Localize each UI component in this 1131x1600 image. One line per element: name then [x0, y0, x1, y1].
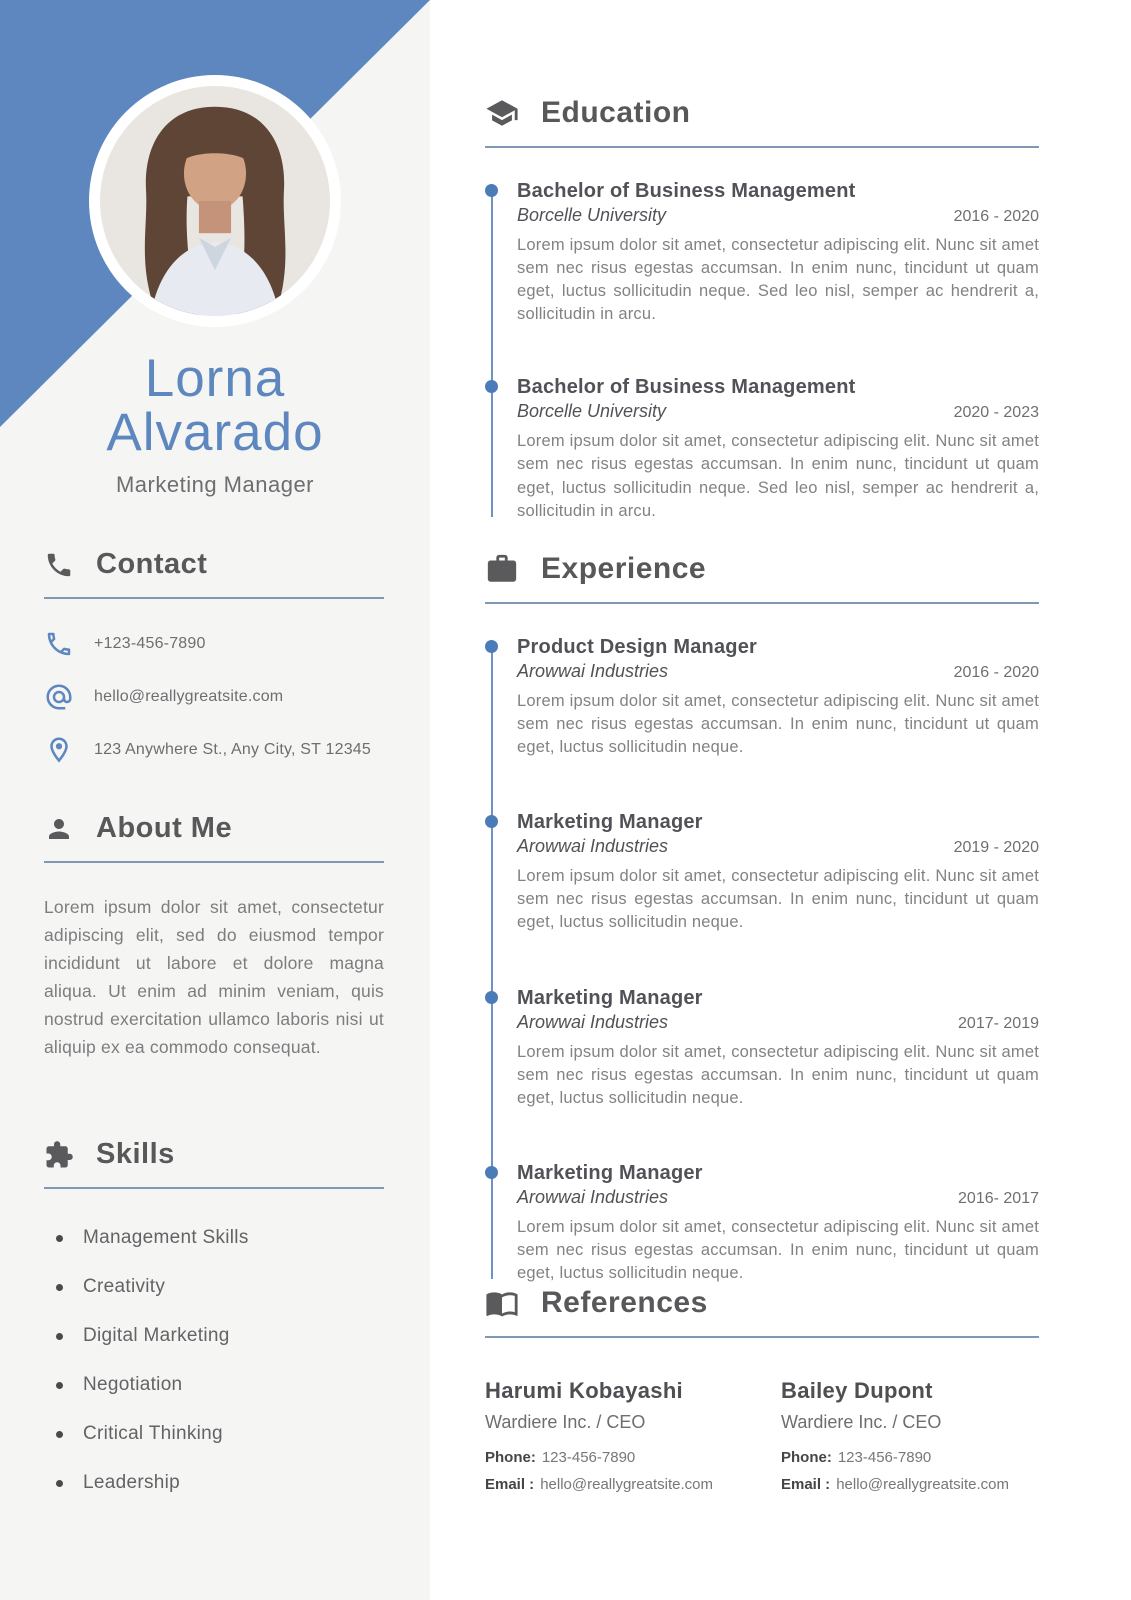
skill-label: Management Skills	[83, 1227, 249, 1248]
sidebar	[0, 0, 430, 1600]
reference-email-row	[781, 1476, 1039, 1493]
reference-card	[781, 1378, 1039, 1493]
profile-photo	[100, 86, 330, 316]
contact-divider	[44, 597, 384, 599]
education-description: Lorem ipsum dolor sit amet, consectetur adipiscing elit. Nunc sit amet sem nec risus egestas accumsan. In enim nunc, tincidunt ut quam eget, luctus sollicitudin neque. Sed leo nisl, semper ac hendrerit a, sollicitudin in arcu.	[517, 236, 1039, 324]
puzzle-icon	[44, 1140, 74, 1170]
date-range: 2016 - 2020	[953, 664, 1039, 681]
about-text: Lorem ipsum dolor sit amet, consectetur adipiscing elit, sed do eiusmod tempor incididunt ut labore et dolore magna aliqua. Ut enim ad minim veniam, quis nostrud exercitation ullamco laboris nisi ut aliquip ex ea commodo consequat.	[44, 897, 384, 1057]
date-range: 2019 - 2020	[953, 839, 1039, 857]
contact-email: hello@reallygreatsite.com	[94, 688, 284, 705]
education-entry	[517, 180, 1039, 326]
about-heading: About Me	[96, 812, 233, 844]
references-grid	[485, 1378, 1039, 1493]
experience-heading: Experience	[541, 552, 707, 585]
timeline-dot	[485, 184, 498, 197]
experience-divider	[485, 602, 1039, 604]
skills-divider	[44, 1187, 384, 1189]
bullet-dot	[56, 1333, 63, 1340]
references-section	[485, 1286, 1039, 1493]
contact-heading: Contact	[96, 548, 208, 580]
skill-item	[44, 1472, 384, 1494]
contact-address: 123 Anywhere St., Any City, ST 12345	[94, 741, 371, 758]
experience-entry	[517, 987, 1039, 1110]
school-name: Borcelle University	[517, 205, 667, 225]
skills-heading: Skills	[96, 1138, 175, 1170]
date-range: 2017- 2019	[958, 1014, 1039, 1032]
experience-description: Lorem ipsum dolor sit amet, consectetur adipiscing elit. Nunc sit amet sem nec risus egestas accumsan. In enim nunc, tincidunt ut quam eget, luctus sollicitudin neque.	[517, 1042, 1039, 1107]
job-title: Marketing Manager	[115, 472, 315, 498]
education-heading: Education	[541, 96, 691, 129]
reference-phone-row	[485, 1449, 773, 1466]
bullet-dot	[56, 1480, 63, 1487]
portrait-illustration	[100, 86, 330, 316]
skills-section	[44, 1138, 384, 1494]
reference-role: Wardiere Inc. / CEO	[485, 1412, 646, 1432]
reference-email-row	[485, 1476, 773, 1493]
company-name: Arowwai Industries	[517, 661, 669, 681]
bullet-dot	[56, 1235, 63, 1242]
references-divider	[485, 1336, 1039, 1338]
date-range: 2020 - 2023	[953, 404, 1039, 422]
reference-phone: 123-456-7890	[541, 1449, 636, 1466]
position-title: Marketing Manager	[517, 1161, 703, 1184]
experience-entry	[517, 1162, 1039, 1285]
reference-phone-row	[781, 1449, 1039, 1466]
degree-title: Bachelor of Business Management	[517, 376, 856, 399]
experience-description: Lorem ipsum dolor sit amet, consectetur adipiscing elit. Nunc sit amet sem nec risus egestas accumsan. In enim nunc, tincidunt ut quam eget, luctus sollicitudin neque.	[517, 867, 1039, 932]
reference-name: Harumi Kobayashi	[485, 1378, 683, 1403]
bullet-dot	[56, 1382, 63, 1389]
position-title: Product Design Manager	[517, 636, 757, 658]
position-title: Marketing Manager	[517, 811, 703, 834]
profile-header	[0, 349, 430, 498]
skill-item	[44, 1374, 384, 1396]
reference-phone: 123-456-7890	[837, 1449, 932, 1466]
phone-outline-icon	[44, 629, 74, 659]
experience-section	[485, 552, 1039, 1285]
references-heading: References	[541, 1286, 708, 1319]
phone-label: Phone:	[781, 1449, 832, 1466]
timeline-dot	[485, 1166, 498, 1179]
person-icon	[44, 814, 74, 844]
last-name: Alvarado	[106, 403, 324, 463]
timeline-dot	[485, 640, 498, 653]
graduation-cap-icon	[485, 96, 519, 130]
contact-phone: +123-456-7890	[94, 635, 206, 652]
reference-email: hello@reallygreatsite.com	[540, 1476, 713, 1493]
email-label: Email :	[485, 1476, 535, 1493]
skill-item	[44, 1227, 384, 1249]
date-range: 2016 - 2020	[953, 208, 1039, 225]
skill-item	[44, 1276, 384, 1298]
experience-entry	[517, 636, 1039, 759]
reference-email: hello@reallygreatsite.com	[836, 1476, 1009, 1493]
education-section	[485, 96, 1039, 523]
at-sign-icon	[44, 682, 74, 712]
skill-label: Digital Marketing	[83, 1325, 230, 1346]
timeline-dot	[485, 991, 498, 1004]
skill-label: Critical Thinking	[83, 1423, 223, 1444]
date-range: 2016- 2017	[958, 1189, 1039, 1207]
open-book-icon	[485, 1286, 519, 1320]
position-title: Marketing Manager	[517, 986, 703, 1009]
education-description: Lorem ipsum dolor sit amet, consectetur adipiscing elit. Nunc sit amet sem nec risus egestas accumsan. In enim nunc, tincidunt ut quam eget, luctus sollicitudin neque. Sed leo nisl, semper ac hendrerit a, sollicitudin in arcu.	[517, 432, 1039, 520]
education-timeline	[485, 180, 1039, 523]
experience-description: Lorem ipsum dolor sit amet, consectetur adipiscing elit. Nunc sit amet sem nec risus egestas accumsan. In enim nunc, tincidunt ut quam eget, luctus sollicitudin neque.	[517, 692, 1039, 757]
skill-label: Leadership	[83, 1472, 181, 1493]
phone-label: Phone:	[485, 1449, 536, 1466]
reference-name: Bailey Dupont	[781, 1378, 933, 1403]
profile-photo-frame	[89, 75, 341, 327]
bullet-dot	[56, 1431, 63, 1438]
skill-item	[44, 1423, 384, 1445]
company-name: Arowwai Industries	[517, 1186, 669, 1207]
skills-list	[44, 1227, 384, 1494]
location-pin-icon	[44, 735, 74, 765]
contact-section	[44, 548, 384, 765]
first-name: Lorna	[144, 349, 286, 408]
school-name: Borcelle University	[517, 401, 667, 422]
bullet-dot	[56, 1284, 63, 1291]
skill-item	[44, 1325, 384, 1347]
experience-entry	[517, 811, 1039, 934]
degree-title: Bachelor of Business Management	[517, 180, 856, 202]
experience-description: Lorem ipsum dolor sit amet, consectetur adipiscing elit. Nunc sit amet sem nec risus egestas accumsan. In enim nunc, tincidunt ut quam eget, luctus sollicitudin neque.	[517, 1217, 1039, 1283]
timeline-dot	[485, 380, 498, 393]
email-label: Email :	[781, 1476, 831, 1493]
company-name: Arowwai Industries	[517, 1011, 669, 1032]
experience-timeline	[485, 636, 1039, 1285]
contact-phone-row	[44, 629, 384, 659]
about-section	[44, 812, 384, 1061]
reference-role: Wardiere Inc. / CEO	[781, 1412, 942, 1432]
phone-icon	[44, 550, 74, 580]
about-divider	[44, 861, 384, 863]
contact-email-row	[44, 682, 384, 712]
skill-label: Creativity	[83, 1276, 166, 1297]
education-divider	[485, 146, 1039, 148]
briefcase-icon	[485, 552, 519, 586]
reference-card	[485, 1378, 773, 1493]
skill-label: Negotiation	[83, 1374, 183, 1395]
timeline-dot	[485, 815, 498, 828]
company-name: Arowwai Industries	[517, 836, 669, 857]
contact-address-row	[44, 735, 384, 765]
education-entry	[517, 376, 1039, 522]
